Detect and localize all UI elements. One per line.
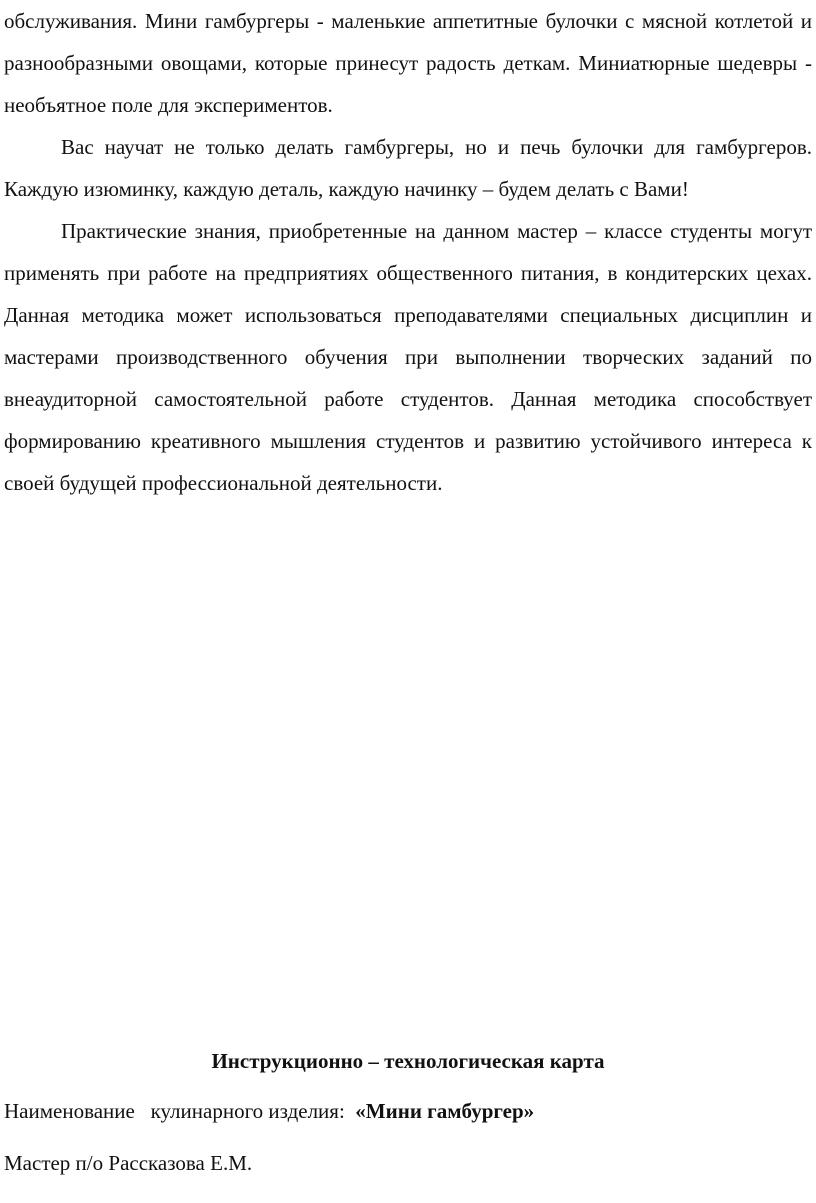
product-name: «Мини гамбургер»: [355, 1099, 535, 1123]
paragraph-continuation: обслуживания. Мини гамбургеры - маленькие аппетитные булочки с мясной котлетой и разнообразными овощами, которые принесут радость деткам. Миниатюрные шедевры - необъятное поле для экспериментов.: [4, 9, 812, 117]
card-title: Инструкционно – технологическая карта: [211, 1049, 605, 1073]
product-line: [4, 1096, 812, 1126]
master-name: Мастер п/о Рассказова Е.М.: [4, 1151, 253, 1175]
product-label: Наименование кулинарного изделия:: [4, 1099, 356, 1123]
paragraph-practical-knowledge: Практические знания, приобретенные на данном мастер – классе студенты могут применять при работе на предприятиях общественного питания, в кондитерских цехах. Данная методика может использоваться преподавателями специальных дисциплин и мастерами производственного обучения при выполнении творческих заданий по внеаудиторной самостоятельной работе студентов. Данная методика способствует формированию креативного мышления студентов и развитию устойчивого интереса к своей будущей профессиональной деятельности.: [4, 219, 812, 495]
body-text: [4, 0, 812, 504]
paragraph-training: Вас научат не только делать гамбургеры, но и печь булочки для гамбургеров. Каждую изюминку, каждую деталь, каждую начинку – будем делать с Вами!: [4, 135, 812, 201]
